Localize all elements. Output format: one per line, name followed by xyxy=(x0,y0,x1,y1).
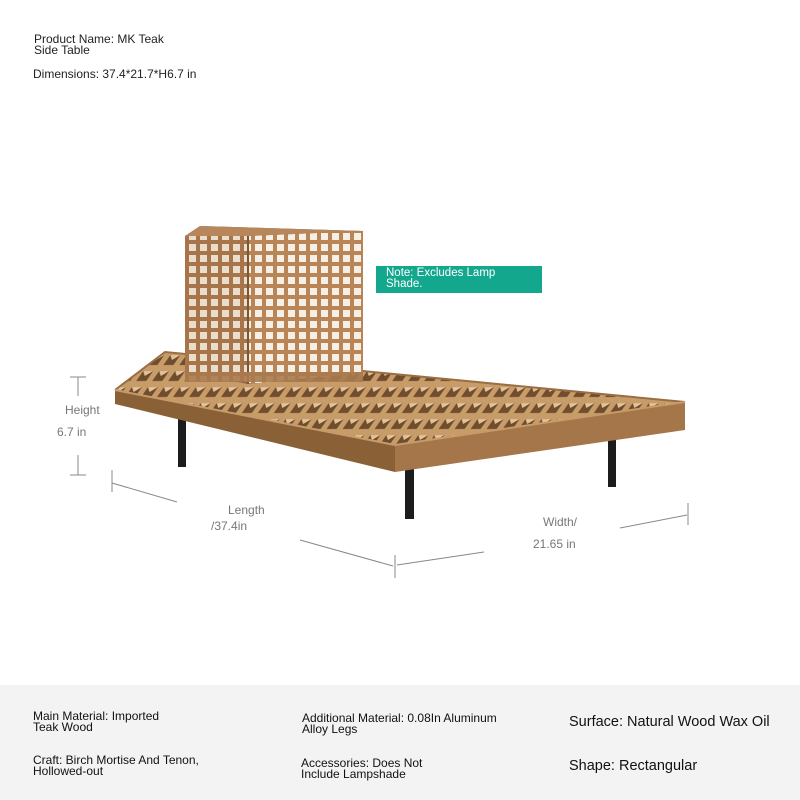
specs-panel xyxy=(0,685,800,800)
dimensions-text: Dimensions: 37.4*21.7*H6.7 in xyxy=(33,67,197,81)
note-line1: Note: Excludes Lamp xyxy=(386,267,496,279)
accessories-line2: Include Lampshade xyxy=(301,767,406,781)
surface-spec: Surface: Natural Wood Wax Oil xyxy=(569,714,770,730)
height-value: 6.7 in xyxy=(57,425,87,439)
craft-line2: Hollowed-out xyxy=(33,764,104,778)
length-value: /37.4in xyxy=(211,519,248,533)
additional-material-line1: Additional Material: 0.08In Aluminum xyxy=(302,711,497,725)
craft-spec xyxy=(33,755,199,777)
additional-material-line2: Alloy Legs xyxy=(302,722,358,736)
note-line2: Shade. xyxy=(386,278,423,290)
accessories-spec xyxy=(301,758,422,780)
main-material-spec xyxy=(33,711,159,733)
lamp-shade xyxy=(185,226,363,384)
width-label: Width/ xyxy=(543,515,578,529)
length-label: Length xyxy=(228,503,265,517)
main-material-line1: Main Material: Imported xyxy=(33,709,160,723)
craft-line1: Craft: Birch Mortise And Tenon, xyxy=(33,753,199,767)
accessories-line1: Accessories: Does Not xyxy=(301,756,423,770)
width-value: 21.65 in xyxy=(533,537,576,551)
note-badge xyxy=(376,266,542,293)
shape-spec: Shape: Rectangular xyxy=(569,758,698,774)
additional-material-spec xyxy=(302,713,497,735)
height-label: Height xyxy=(65,403,100,417)
product-name-line2: Side Table xyxy=(34,43,90,57)
product-name-line1: Product Name: MK Teak xyxy=(34,32,164,46)
main-material-line2: Teak Wood xyxy=(33,720,93,734)
